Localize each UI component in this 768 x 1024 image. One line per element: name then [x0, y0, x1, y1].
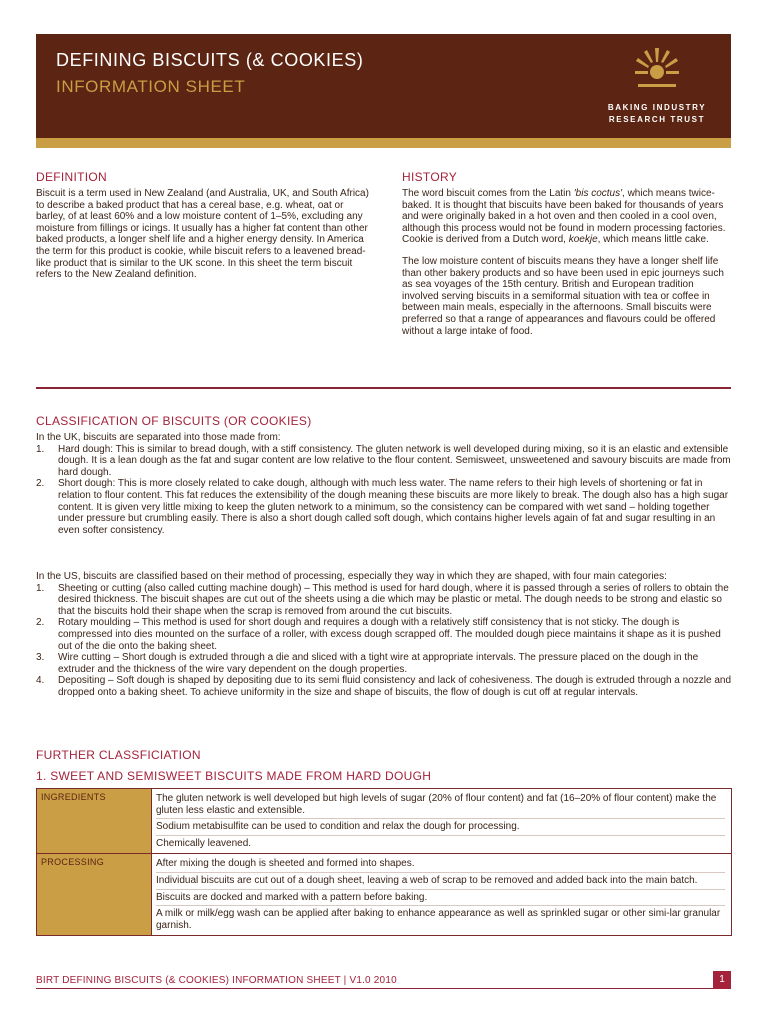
- table-line: A milk or milk/egg wash can be applied after baking to enhance appearance as well as sprinkled sugar or other simi-lar granular garnish.: [156, 908, 721, 931]
- header-gold-strip: [36, 138, 731, 148]
- list-text: Wire cutting – Short dough is extruded through a die and sliced with a tight wire at appropriate intervals. The pressure placed on the dough in the extruder and the thickness of the wire vary dependent on the dough properties.: [58, 652, 699, 675]
- uk-list: [36, 444, 732, 537]
- definition-text: [36, 188, 370, 291]
- list-number: 2.: [36, 617, 45, 629]
- page-number: 1: [713, 971, 731, 989]
- history-p1-part-b: , which means twice-baked. It is thought that biscuits have been baked for thousands of years and were originally baked in a hot oven and then cooled in a cool oven, although this process would not be found in modern processing factories. Cookie is derived from a Dutch word,: [402, 188, 726, 246]
- list-item: [36, 583, 732, 618]
- us-list: [36, 583, 732, 699]
- definition-paragraph: Biscuit is a term used in New Zealand (and Australia, UK, and South Africa) to describe a baked product that has a cereal base, e.g. wheat, oat or barley, of at least 60% and a low moisture content of 1–5%, excluding any moisture from fillings or icings. It usually has a higher fat content than other baked products, a longer shelf life and a higher energy density. In America the term for this product is cookie, while biscuit refers to a leavened bread-like product that is similar to the UK scone. In this sheet the term biscuit refers to the New Zealand definition.: [36, 188, 369, 281]
- us-classification-block: [36, 571, 732, 699]
- logo-line-1: BAKING INDUSTRY: [607, 103, 707, 112]
- list-item: [36, 675, 732, 698]
- table-line: The gluten network is well developed but high levels of sugar (20% of flour content) and fat (16–20% of flour content) make the gluten less elastic and extensible.: [156, 791, 725, 819]
- footer-text: BIRT DEFINING BISCUITS (& COOKIES) INFORMATION SHEET | V1.0 2010: [36, 975, 397, 986]
- table-line: Biscuits are docked and marked with a pattern before baking.: [156, 890, 725, 907]
- list-text: Hard dough: This is similar to bread dough, with a stiff consistency. The gluten network is well developed during mixing, so it is an elastic and extensible dough. It is a lean dough as the fat and sugar content are low relative to the flour content. Semisweet, unsweetened and savoury biscuits are made from hard dough.: [58, 443, 731, 478]
- processing-label: PROCESSING: [37, 854, 152, 936]
- list-item: [36, 617, 732, 652]
- table-row: [37, 789, 732, 854]
- classification-heading: CLASSIFICATION OF BISCUITS (OR COOKIES): [36, 414, 312, 428]
- logo-line-2: RESEARCH TRUST: [608, 115, 706, 124]
- list-item: [36, 478, 732, 536]
- document-subtitle: INFORMATION SHEET: [56, 77, 246, 96]
- sweet-biscuits-subheading: 1. SWEET AND SEMISWEET BISCUITS MADE FROM HARD DOUGH: [36, 769, 432, 783]
- history-paragraph-2: The low moisture content of biscuits means they have a longer shelf life than other bakery products and so have been used in epic journeys such as sea voyages of the 15th century. British and European tradition involved serving biscuits in a semiformal situation with tea or coffee in between main meals, especially in the afternoons. Small biscuits were preferred so that a range of appearances and flavours could be offered without a large intake of food.: [402, 255, 724, 337]
- ingredients-label: INGREDIENTS: [37, 789, 152, 854]
- history-paragraph-1: [402, 188, 732, 246]
- table-line: Individual biscuits are cut out of a dough sheet, leaving a web of scrap to be removed and added back into the main batch.: [156, 873, 725, 890]
- list-text: Rotary moulding – This method is used for short dough and requires a dough with a relatively stiff consistency that is not sticky. The dough is compressed into dies mounted on the surface of a roller, with excess dough scrapped off. The moulded dough piece maintains it shape as it is pushed out of the die onto the baking sheet.: [58, 617, 721, 652]
- list-item: [36, 444, 732, 479]
- table-line: After mixing the dough is sheeted and formed into shapes.: [156, 856, 725, 873]
- uk-intro: In the UK, biscuits are separated into those made from:: [36, 432, 281, 443]
- definition-heading: DEFINITION: [36, 170, 107, 184]
- list-number: 3.: [36, 652, 45, 664]
- history-heading: HISTORY: [402, 170, 458, 184]
- document-title: DEFINING BISCUITS (& COOKIES): [56, 50, 364, 70]
- birt-logo: [597, 46, 717, 128]
- logo-wordmark: [597, 102, 717, 126]
- us-intro: In the US, biscuits are classified based on their method of processing, especially they way in which they are shaped, with four main categories:: [36, 571, 667, 582]
- ingredients-content: [152, 789, 732, 854]
- processing-content: [152, 854, 732, 936]
- history-p1-part-a: The word biscuit comes from the Latin: [402, 188, 574, 199]
- hard-dough-table: [36, 788, 732, 936]
- history-text: [402, 188, 732, 347]
- footer-rule: [36, 988, 731, 989]
- list-item: [36, 652, 732, 675]
- list-text: Sheeting or cutting (also called cutting machine dough) – This method is used for hard dough, where it is passed through a series of rollers to obtain the desired thickness. The biscuit shapes are cut out of the sheets using a die which may be plastic or metal. The dough needs to be strong and elastic so that the biscuits hold their shape when the scrap is removed from around the cut biscuits.: [58, 582, 729, 617]
- history-p1-part-c: , which means little cake.: [597, 234, 709, 246]
- list-number: 1.: [36, 443, 45, 455]
- further-classification-heading: FURTHER CLASSFICIATION: [36, 748, 201, 762]
- list-text: Depositing – Soft dough is shaped by depositing due to its semi fluid consistency and lack of cohesiveness. The dough is extruded through a nozzle and dropped onto a baking sheet. To achieve uniformity in the size and shape of biscuits, the flow of dough is cut off at regular intervals.: [58, 675, 732, 698]
- history-latin-term: 'bis coctus': [573, 188, 623, 199]
- list-number: 2.: [36, 478, 45, 490]
- table-line: Sodium metabisulfite can be used to condition and relax the dough for processing.: [156, 819, 725, 836]
- uk-classification-block: [36, 432, 732, 536]
- table-row: [37, 854, 732, 936]
- header-banner: [36, 34, 731, 138]
- sunburst-logo-icon: [635, 46, 679, 90]
- list-number: 4.: [36, 675, 45, 687]
- list-text: Short dough: This is more closely related to cake dough, although with much less water. The name refers to their high levels of shortening or fat in relation to flour content. This fat reduces the extensibility of the dough meaning these biscuits are more likely to break. The dough also has a high sugar content. It is given very little mixing to keep the gluten network to a minimum, so the consistency can be compared with wet sand – holding together under pressure but crumbling easily. There is also a short dough called soft dough, which contains higher levels again of fat and sugar resulting in an even softer consistency.: [58, 478, 729, 536]
- history-dutch-term: koekje: [568, 234, 598, 246]
- section-divider: [36, 387, 731, 389]
- table-line: Chemically leavened.: [156, 837, 252, 849]
- list-number: 1.: [36, 582, 45, 594]
